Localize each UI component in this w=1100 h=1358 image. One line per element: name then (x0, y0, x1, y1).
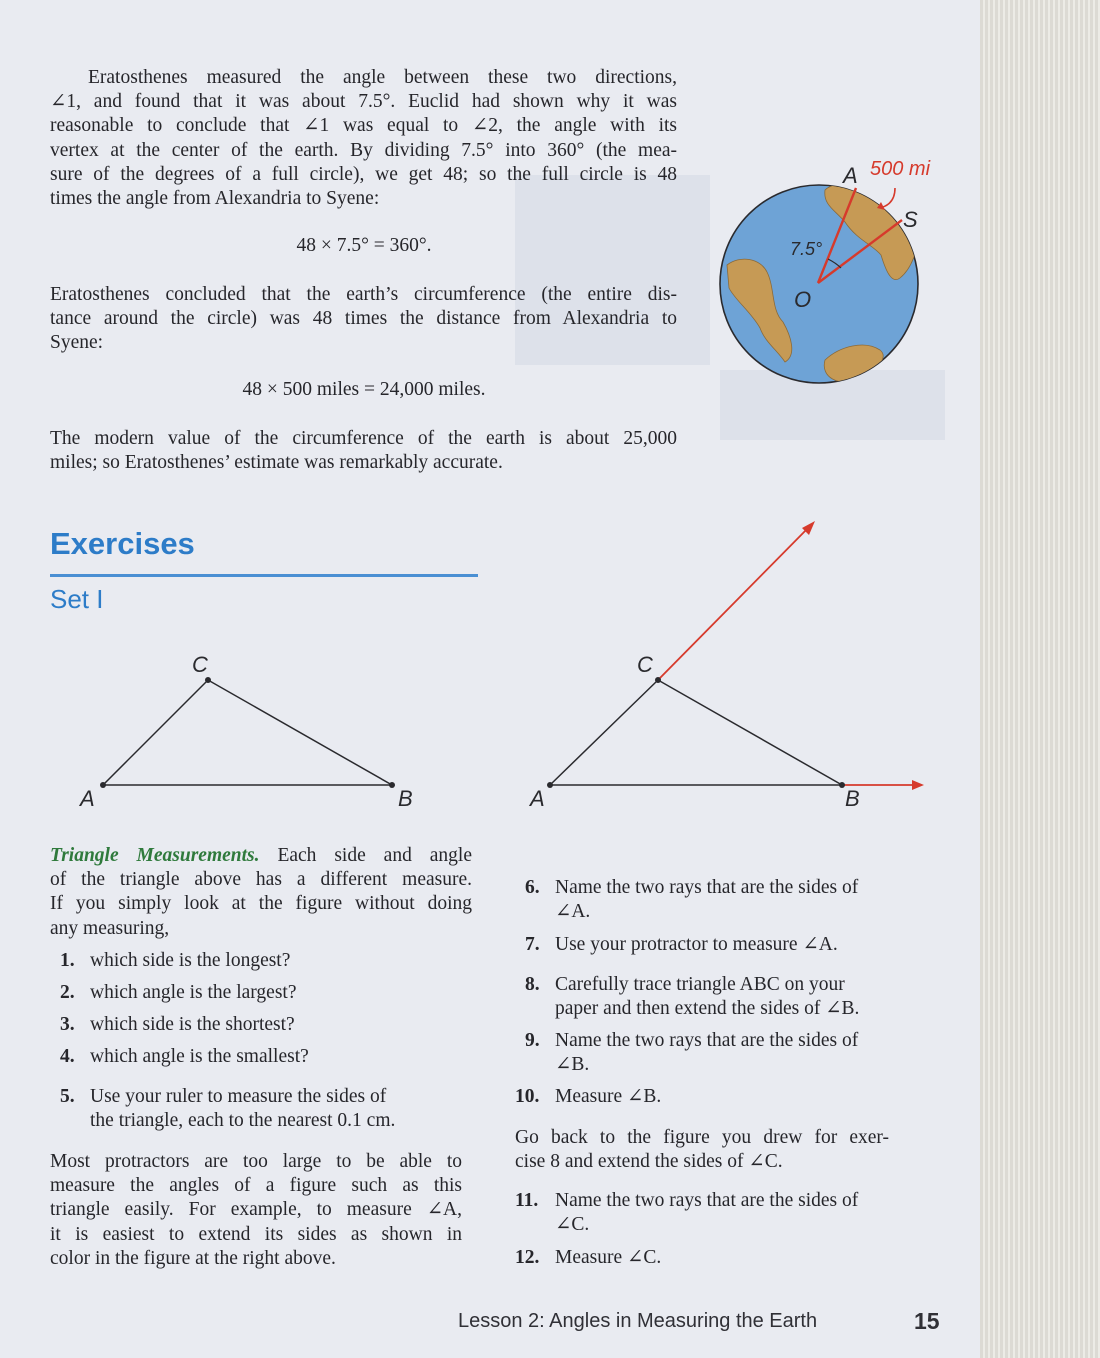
page-number: 15 (914, 1308, 940, 1334)
protractor-paragraph (50, 1150, 462, 1271)
text-line: ∠1, and found that it was about 7.5°. Euclid had shown why it was (50, 91, 677, 113)
globe-label-o: O (794, 287, 812, 312)
text-line: If you simply look at the figure without doing (50, 893, 472, 915)
question-number: 3. (60, 1014, 75, 1035)
question-text: ∠A. (555, 901, 591, 922)
question-number: 1. (60, 950, 75, 971)
question-5 (50, 1085, 470, 1135)
question-number: 9. (525, 1030, 540, 1051)
question-number: 11. (515, 1190, 539, 1211)
globe-angle-label: 7.5° (790, 239, 823, 259)
equation-1: 48 × 7.5° = 360°. (296, 235, 432, 256)
question-text: paper and then extend the sides of ∠B. (555, 998, 860, 1019)
question-text: which angle is the largest? (90, 982, 297, 1003)
text-line: it is easiest to extend its sides as shown in (50, 1223, 462, 1245)
text-fragment: Each side and angle (259, 845, 472, 866)
question-number: 2. (60, 982, 75, 1003)
triangle-intro (50, 844, 472, 941)
question-text: Measure ∠C. (555, 1247, 662, 1268)
vertex-b (389, 782, 395, 788)
question-9 (515, 1029, 935, 1079)
question-text: Measure ∠B. (555, 1086, 662, 1107)
question-text: ∠C. (555, 1214, 590, 1235)
globe-label-a: A (843, 163, 858, 188)
right-label-b: B (845, 786, 860, 811)
text-line: Most protractors are too large to be able to (50, 1151, 462, 1172)
question-text: the triangle, each to the nearest 0.1 cm. (90, 1110, 396, 1131)
question-number: 6. (525, 877, 540, 898)
text-line: Go back to the figure you drew for exer- (515, 1127, 889, 1148)
left-label-a: A (80, 786, 95, 811)
intro-paragraph-2 (50, 283, 677, 356)
question-number: 8. (525, 974, 540, 995)
question-text: Use your ruler to measure the sides of (90, 1086, 387, 1107)
question-text: ∠B. (555, 1054, 590, 1075)
equation-2: 48 × 500 miles = 24,000 miles. (242, 379, 486, 400)
question-number: 5. (60, 1086, 75, 1107)
question-text: which side is the longest? (90, 950, 291, 971)
goback-paragraph (515, 1126, 889, 1174)
right-label-a: A (530, 786, 545, 811)
triangle-figure-left (60, 660, 480, 820)
page-edge (980, 0, 1100, 1358)
left-label-c: C (192, 652, 208, 677)
distance-arrow (883, 188, 895, 207)
triangle-abc-extended (550, 680, 842, 785)
question-8 (515, 973, 935, 1023)
question-text: Name the two rays that are the sides of (555, 1030, 859, 1051)
left-label-b: B (398, 786, 413, 811)
text-line: measure the angles of a figure such as this (50, 1175, 462, 1197)
vertex-a (547, 782, 553, 788)
text-line: times the angle from Alexandria to Syene: (50, 188, 380, 210)
text-line: tance around the circle) was 48 times the distance from Alexandria to (50, 308, 677, 330)
exercises-heading: Exercises (50, 526, 478, 577)
lesson-footer: Lesson 2: Angles in Measuring the Earth (458, 1310, 818, 1332)
question-text: Use your protractor to measure ∠A. (555, 934, 838, 955)
question-number: 7. (525, 934, 540, 955)
triangle-abc (103, 680, 392, 785)
triangle-intro-title: Triangle Measurements. (50, 845, 260, 866)
ray-ac-extension (658, 525, 811, 680)
text-line: Eratosthenes measured the angle between these two directions, (88, 67, 677, 88)
question-text: which side is the shortest? (90, 1014, 295, 1035)
text-line: Syene: (50, 332, 104, 354)
text-line: triangle easily. For example, to measure ∠A, (50, 1199, 462, 1221)
globe-distance-label: 500 mi (870, 158, 931, 180)
text-line: color in the figure at the right above. (50, 1247, 336, 1269)
text-line: cise 8 and extend the sides of ∠C. (515, 1151, 783, 1173)
text-line: reasonable to conclude that ∠1 was equal to ∠2, the angle with its (50, 115, 677, 137)
question-number: 4. (60, 1046, 75, 1067)
question-text: Name the two rays that are the sides of (555, 877, 859, 898)
text-line: miles; so Eratosthenes’ estimate was remarkably accurate. (50, 452, 503, 474)
question-text: Name the two rays that are the sides of (555, 1190, 859, 1211)
earth-globe-diagram (705, 150, 965, 390)
text-line: any measuring, (50, 917, 170, 939)
question-number: 10. (515, 1086, 540, 1107)
vertex-a (100, 782, 106, 788)
text-line: sure of the degrees of a full circle), we get 48; so the full circle is 48 (50, 163, 677, 185)
question-text: Carefully trace triangle ABC on your (555, 974, 845, 995)
intro-paragraph-1 (50, 66, 677, 211)
question-number: 12. (515, 1247, 540, 1268)
globe-label-s: S (903, 207, 918, 232)
question-6 (515, 876, 935, 926)
triangle-figure-right (540, 515, 940, 805)
right-label-c: C (637, 652, 653, 677)
question-11 (515, 1189, 935, 1239)
question-text: which angle is the smallest? (90, 1046, 309, 1067)
text-line: Eratosthenes concluded that the earth’s circumference (the entire dis- (50, 284, 677, 305)
vertex-c (655, 677, 661, 683)
ray-ab-arrowhead (912, 780, 924, 790)
intro-paragraph-3 (50, 427, 677, 475)
text-line: The modern value of the circumference of the earth is about 25,000 (50, 428, 677, 449)
text-line: vertex at the center of the earth. By dividing 7.5° into 360° (the mea- (50, 139, 677, 161)
text-line: of the triangle above has a different measure. (50, 869, 472, 891)
set-heading: Set I (50, 584, 104, 614)
text-line (50, 844, 472, 868)
